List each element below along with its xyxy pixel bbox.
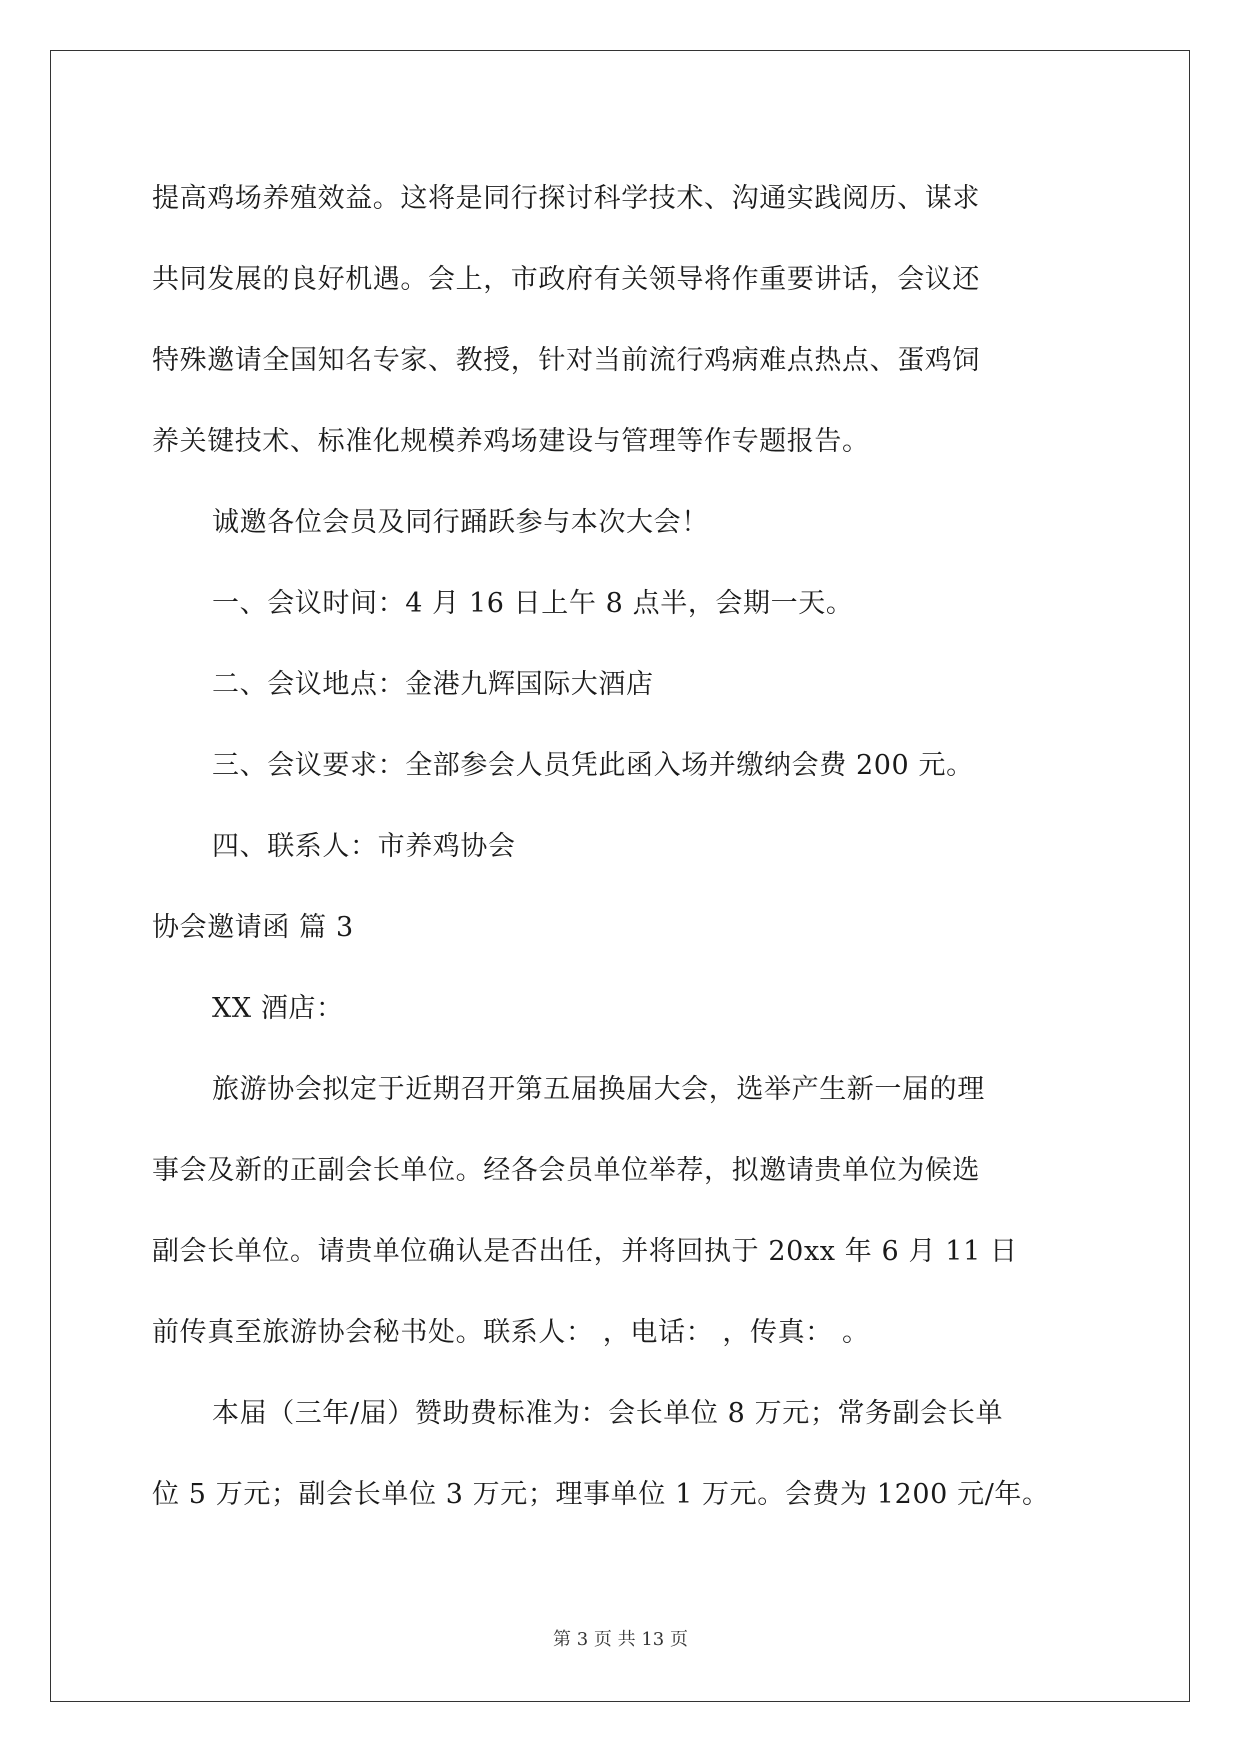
document-body <box>152 158 1092 1535</box>
text-line: 本届（三年/届）赞助费标准为：会长单位 8 万元；常务副会长单 <box>212 1398 1004 1429</box>
page-footer: 第 3 页 共 13 页 <box>553 1629 688 1650</box>
text-line: 位 5 万元；副会长单位 3 万元；理事单位 1 万元。会费为 1200 元/年。 <box>152 1479 1050 1510</box>
text-line: 共同发展的良好机遇。会上，市政府有关领导将作重要讲话，会议还 <box>152 264 980 295</box>
text-line: 事会及新的正副会长单位。经各会员单位举荐，拟邀请贵单位为候选 <box>152 1155 980 1186</box>
text-line: 前传真至旅游协会秘书处。联系人： ，电话： ，传真： 。 <box>152 1317 870 1348</box>
text-line: 四、联系人：市养鸡协会 <box>212 831 516 862</box>
text-line: 三、会议要求：全部参会人员凭此函入场并缴纳会费 200 元。 <box>212 750 974 781</box>
text-line: 二、会议地点：金港九辉国际大酒店 <box>212 669 654 700</box>
text-line: 副会长单位。请贵单位确认是否出任，并将回执于 20xx 年 6 月 11 日 <box>152 1236 1018 1267</box>
text-line: 特殊邀请全国知名专家、教授，针对当前流行鸡病难点热点、蛋鸡饲 <box>152 345 980 376</box>
text-line: 提高鸡场养殖效益。这将是同行探讨科学技术、沟通实践阅历、谋求 <box>152 183 980 214</box>
text-line: 协会邀请函 篇 3 <box>152 912 354 943</box>
text-line: 养关键技术、标准化规模养鸡场建设与管理等作专题报告。 <box>152 426 870 457</box>
text-line: 一、会议时间：4 月 16 日上午 8 点半，会期一天。 <box>212 588 854 619</box>
text-line: 诚邀各位会员及同行踊跃参与本次大会！ <box>212 507 709 538</box>
text-line: XX 酒店： <box>212 993 344 1024</box>
text-line: 旅游协会拟定于近期召开第五届换届大会，选举产生新一届的理 <box>212 1074 985 1105</box>
